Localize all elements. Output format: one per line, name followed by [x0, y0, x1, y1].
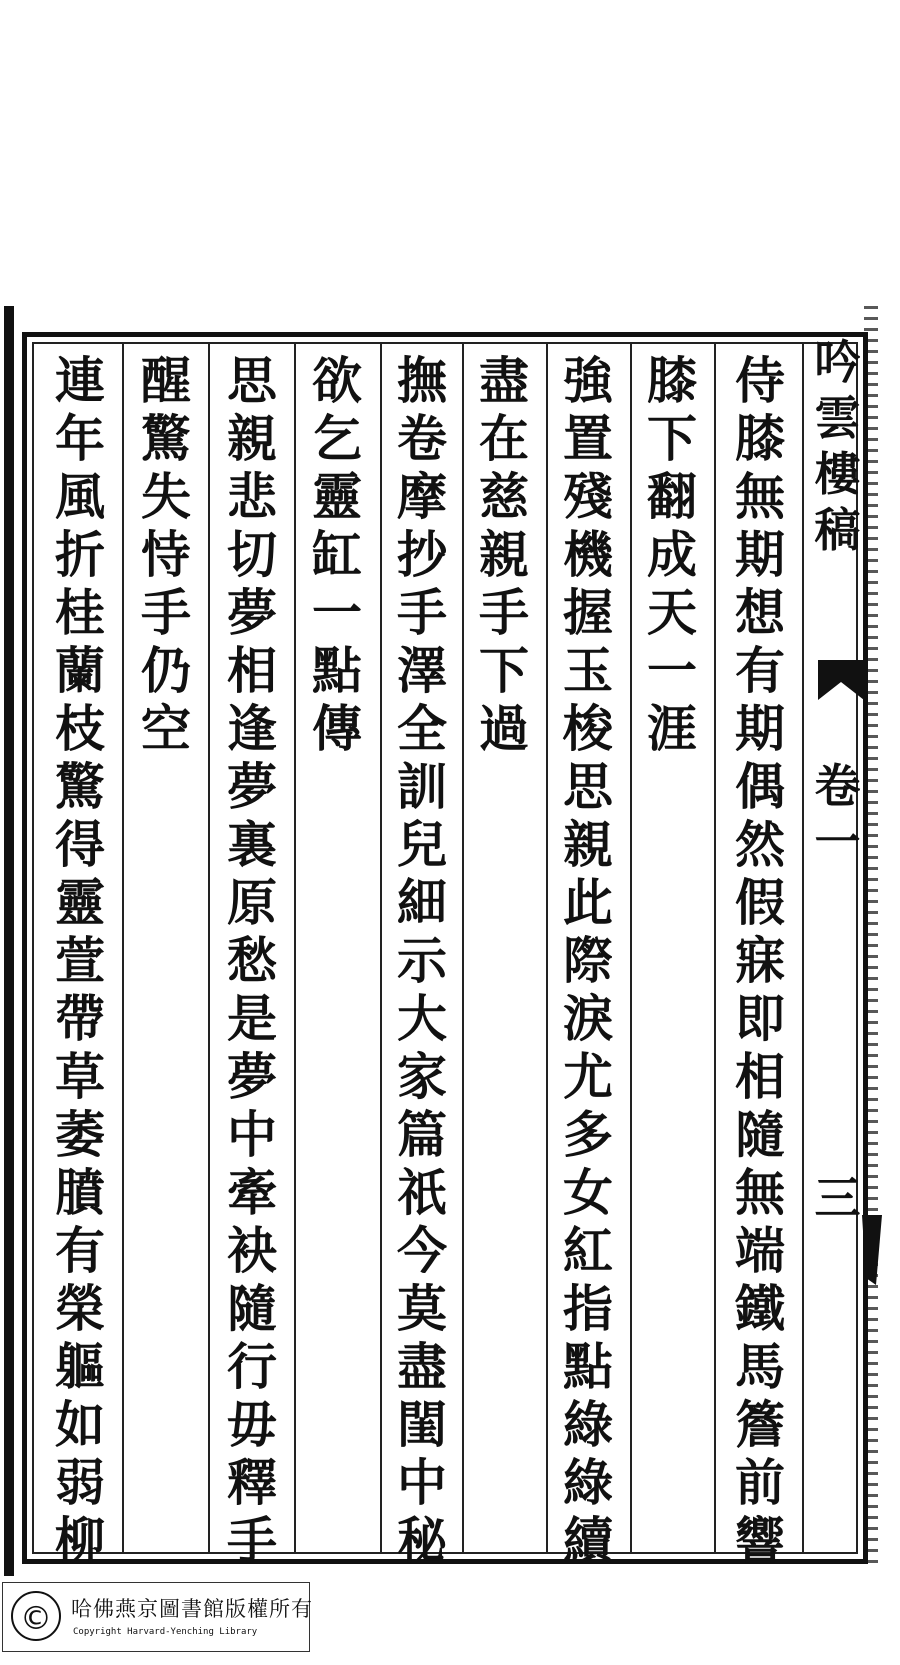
- text-column: [222, 352, 282, 1570]
- column-character: 驚: [141, 409, 191, 468]
- column-character: 偶: [735, 757, 785, 816]
- column-character: 夢: [227, 583, 277, 642]
- column-character: 萎: [55, 1105, 105, 1164]
- text-column: [558, 352, 618, 1570]
- column-character: 閨: [397, 1395, 447, 1454]
- column-character: 行: [227, 1337, 277, 1396]
- column-rule: [380, 344, 382, 1552]
- column-character: 馬: [735, 1337, 785, 1396]
- column-character: 枝: [55, 699, 105, 758]
- column-character: 隨: [735, 1105, 785, 1164]
- column-character: 年: [55, 409, 105, 468]
- column-character: 裏: [227, 815, 277, 874]
- column-character: 親: [563, 815, 613, 874]
- column-character: 有: [735, 641, 785, 700]
- column-character: 慈: [479, 467, 529, 526]
- column-character: 端: [735, 1221, 785, 1280]
- column-character: 大: [397, 989, 447, 1048]
- column-character: 無: [735, 1163, 785, 1222]
- column-character: 下: [479, 641, 529, 700]
- column-character: 失: [141, 467, 191, 526]
- column-rule: [630, 344, 632, 1552]
- column-character: 三: [814, 1171, 861, 1225]
- column-character: 草: [55, 1047, 105, 1106]
- copyright-icon: ©: [11, 1591, 61, 1641]
- text-column: [136, 352, 196, 758]
- column-character: 欲: [312, 351, 362, 410]
- column-character: 莫: [397, 1279, 447, 1338]
- column-character: 全: [397, 699, 447, 758]
- column-character: 此: [563, 873, 613, 932]
- text-column: [474, 352, 534, 758]
- column-character: 前: [735, 1453, 785, 1512]
- column-character: 恃: [141, 525, 191, 584]
- column-character: 仍: [141, 641, 191, 700]
- column-character: 切: [227, 525, 277, 584]
- column-character: 綠: [563, 1453, 613, 1512]
- column-character: 中: [227, 1105, 277, 1164]
- column-character: 蘭: [55, 641, 105, 700]
- column-character: 柳: [55, 1511, 105, 1570]
- column-character: 置: [563, 409, 613, 468]
- copyright-text-english: Copyright Harvard-Yenching Library: [73, 1627, 258, 1637]
- column-character: 在: [479, 409, 529, 468]
- column-character: 手: [141, 583, 191, 642]
- column-rule: [714, 344, 716, 1552]
- column-character: 得: [55, 815, 105, 874]
- column-character: 缸: [312, 525, 362, 584]
- column-character: 驚: [55, 757, 105, 816]
- column-character: 手: [479, 583, 529, 642]
- column-character: 牽: [227, 1163, 277, 1222]
- column-character: 女: [563, 1163, 613, 1222]
- copyright-stamp: [2, 1582, 313, 1652]
- copyright-text-chinese: 哈佛燕京圖書館版權所有: [71, 1597, 313, 1621]
- column-character: 思: [227, 351, 277, 410]
- column-character: 空: [141, 699, 191, 758]
- column-character: 澤: [397, 641, 447, 700]
- column-rule: [122, 344, 124, 1552]
- column-character: 響: [735, 1511, 785, 1570]
- column-character: 握: [563, 583, 613, 642]
- column-character: 綠: [563, 1395, 613, 1454]
- column-character: 如: [55, 1395, 105, 1454]
- column-character: 強: [563, 351, 613, 410]
- column-character: 桂: [55, 583, 105, 642]
- column-character: 多: [563, 1105, 613, 1164]
- column-character: 連: [55, 351, 105, 410]
- text-column: [307, 352, 367, 758]
- column-character: 一: [647, 641, 697, 700]
- column-character: 折: [55, 525, 105, 584]
- text-column: [392, 352, 452, 1570]
- column-character: 淚: [563, 989, 613, 1048]
- column-character: 隨: [227, 1279, 277, 1338]
- column-character: 思: [563, 757, 613, 816]
- column-rule: [294, 344, 296, 1552]
- column-character: 膝: [647, 351, 697, 410]
- column-character: 寐: [735, 931, 785, 990]
- column-character: 軀: [55, 1337, 105, 1396]
- column-character: 悲: [227, 467, 277, 526]
- block-margin-heading: [810, 334, 865, 1226]
- column-character: 乞: [312, 409, 362, 468]
- column-character: 卷: [814, 759, 861, 813]
- column-character: 親: [479, 525, 529, 584]
- column-character: 有: [55, 1221, 105, 1280]
- column-character: 毋: [227, 1395, 277, 1454]
- column-character: 家: [397, 1047, 447, 1106]
- column-character: 盡: [397, 1337, 447, 1396]
- column-character: 逢: [227, 699, 277, 758]
- column-character: 弱: [55, 1453, 105, 1512]
- column-character: 靈: [312, 467, 362, 526]
- text-column: [642, 352, 702, 758]
- column-character: 吟: [814, 335, 861, 389]
- column-character: 雲: [814, 391, 861, 445]
- column-character: 盡: [479, 351, 529, 410]
- column-character: 帶: [55, 989, 105, 1048]
- column-character: 榮: [55, 1279, 105, 1338]
- column-character: 摩: [397, 467, 447, 526]
- column-rule: [462, 344, 464, 1552]
- column-character: 點: [312, 641, 362, 700]
- column-character: 相: [227, 641, 277, 700]
- column-character: 紅: [563, 1221, 613, 1280]
- column-character: 續: [563, 1511, 613, 1570]
- column-rule: [802, 344, 804, 1552]
- column-character: 點: [563, 1337, 613, 1396]
- column-rule: [546, 344, 548, 1552]
- column-character: 鐵: [735, 1279, 785, 1338]
- column-character: 夢: [227, 757, 277, 816]
- column-character: 萱: [55, 931, 105, 990]
- column-character: 卷: [397, 409, 447, 468]
- column-rule: [208, 344, 210, 1552]
- column-character: 想: [735, 583, 785, 642]
- column-character: 風: [55, 467, 105, 526]
- column-character: 今: [397, 1221, 447, 1280]
- column-character: 手: [227, 1511, 277, 1570]
- column-character: 機: [563, 525, 613, 584]
- column-character: 靈: [55, 873, 105, 932]
- text-column: [50, 352, 110, 1570]
- column-character: 玉: [563, 641, 613, 700]
- column-character: 尤: [563, 1047, 613, 1106]
- column-character: 成: [647, 525, 697, 584]
- column-character: 樓: [814, 447, 861, 501]
- column-character: 抄: [397, 525, 447, 584]
- column-character: 指: [563, 1279, 613, 1338]
- column-character: 膝: [735, 409, 785, 468]
- column-character: 然: [735, 815, 785, 874]
- column-character: 下: [647, 409, 697, 468]
- column-character: 一: [814, 815, 861, 869]
- column-character: 膹: [55, 1163, 105, 1222]
- column-character: 梭: [563, 699, 613, 758]
- column-character: 兒: [397, 815, 447, 874]
- column-character: 親: [227, 409, 277, 468]
- column-character: 相: [735, 1047, 785, 1106]
- column-character: 期: [735, 525, 785, 584]
- column-character: 涯: [647, 699, 697, 758]
- column-character: 訓: [397, 757, 447, 816]
- column-character: 天: [647, 583, 697, 642]
- column-character: 過: [479, 699, 529, 758]
- column-character: 篇: [397, 1105, 447, 1164]
- column-character: 細: [397, 873, 447, 932]
- column-character: 示: [397, 931, 447, 990]
- column-character: 一: [312, 583, 362, 642]
- column-character: 稿: [814, 503, 861, 557]
- column-character: 手: [397, 583, 447, 642]
- column-character: 翻: [647, 467, 697, 526]
- column-character: 撫: [397, 351, 447, 410]
- column-character: 袂: [227, 1221, 277, 1280]
- column-character: 祇: [397, 1163, 447, 1222]
- column-character: 傳: [312, 699, 362, 758]
- text-column: [730, 352, 790, 1570]
- column-character: 假: [735, 873, 785, 932]
- column-character: 中: [397, 1453, 447, 1512]
- column-character: 醒: [141, 351, 191, 410]
- column-character: 夢: [227, 1047, 277, 1106]
- page-edge-rule: [4, 306, 14, 1576]
- column-character: 殘: [563, 467, 613, 526]
- column-character: 即: [735, 989, 785, 1048]
- column-character: 際: [563, 931, 613, 990]
- column-character: 原: [227, 873, 277, 932]
- column-character: 秘: [397, 1511, 447, 1570]
- column-character: 侍: [735, 351, 785, 410]
- column-character: 無: [735, 467, 785, 526]
- column-character: 期: [735, 699, 785, 758]
- column-character: 愁: [227, 931, 277, 990]
- column-character: 簷: [735, 1395, 785, 1454]
- column-character: 釋: [227, 1453, 277, 1512]
- column-character: 是: [227, 989, 277, 1048]
